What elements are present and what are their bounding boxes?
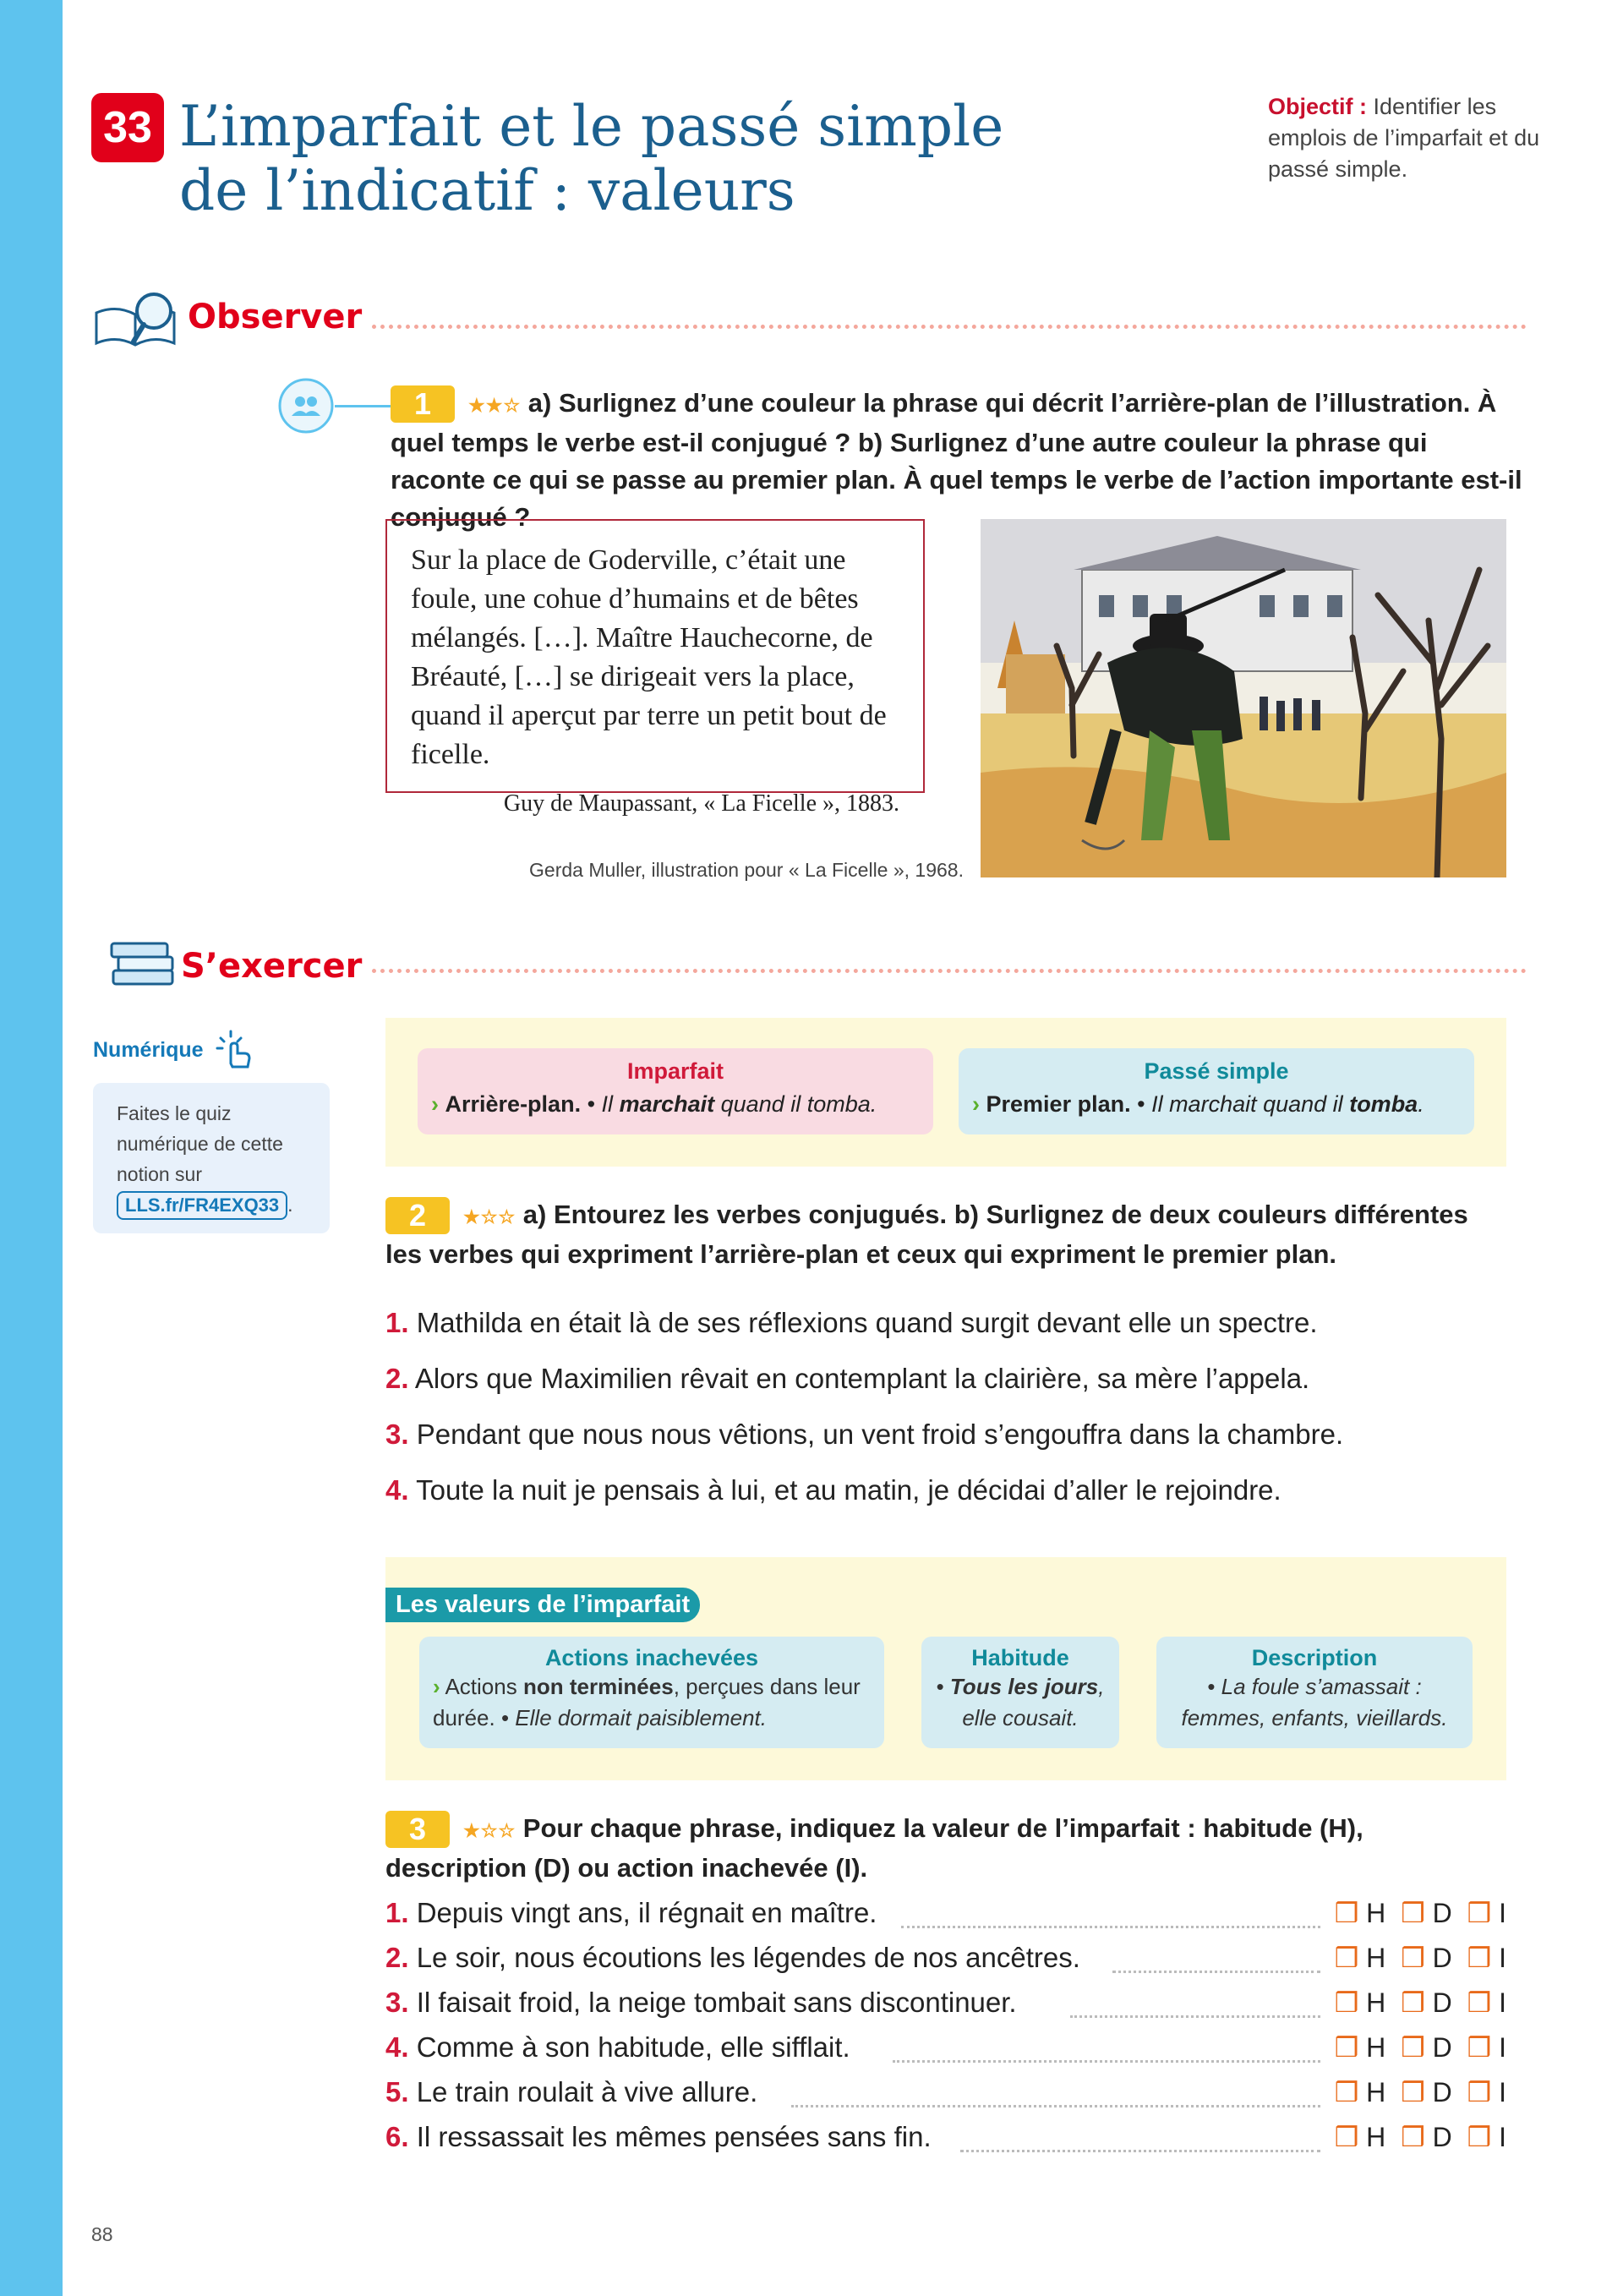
quote-box [385,519,925,817]
difficulty-stars: ★☆☆ [463,1820,516,1841]
imparfait-card-title: Imparfait [626,1058,724,1084]
valeur-body: • Tous les jours, elle cousait. [936,1674,1105,1730]
quote-source: Guy de Maupassant, « La Ficelle », 1883. [503,790,899,817]
table-row: 1. Depuis vingt ans, il régnait en maître. ❒ H ❒ D ❒ I [385,1897,1506,1928]
passe-simple-card [959,1048,1474,1134]
chevron-right-icon: › [431,1091,439,1117]
hdi-options[interactable]: ❒ H ❒ D ❒ I [1334,2122,1506,2152]
table-row: 4. Comme à son habitude, elle sifflait. ❒ H ❒ D ❒ I [385,2031,1506,2063]
valeur-title: Habitude [971,1645,1069,1670]
magnifier-book-icon [91,287,179,355]
exercise-1-text: a) Surlignez d’une couleur la phrase qui décrit l’arrière-plan de l’illustration. À quel temps le verbe est-il conjugué ? b) Surlignez d’une autre couleur la phrase qui raconte ce qui se passe au premier plan. À quel temps le verbe de l’action importante est-il conjugué ? [391,388,1522,532]
valeur-title: Actions inachevées [544,1645,759,1670]
valeurs-tag: Les valeurs de l’imparfait [385,1588,700,1622]
pointer-hand-icon [212,1026,256,1074]
chapter-title-line1: L’imparfait et le passé simple [179,94,1004,159]
imparfait-example-verb: marchait [619,1091,715,1117]
imparfait-card-body: › Arrière-plan. • Il marchait quand il tomba. [431,1091,877,1117]
numerique-box [93,1083,330,1233]
passe-simple-example-verb: tomba [1349,1091,1418,1117]
chevron-right-icon: › [433,1674,440,1699]
numerique-header [93,1026,338,1074]
imparfait-card [418,1048,933,1134]
chapter-number: 33 [91,93,164,162]
chevron-right-icon: › [972,1091,980,1117]
chapter-title-line2: de l’indicatif : valeurs [179,158,795,223]
hdi-options[interactable]: ❒ H ❒ D ❒ I [1334,1943,1506,1973]
exercise-1-number: 1 [391,385,455,423]
chapter-title [179,95,1025,223]
quote-text: Sur la place de Goderville, c’était une foule, une cohue d’humains et de bêtes mélangés. […]. Maître Hauchecorne, de Bréauté, […] se dirigeait vers la place, quand il aperçut par terre un petit bout de ficelle. [411,544,887,770]
valeur-card-habitude [921,1637,1119,1748]
hdi-options[interactable]: ❒ H ❒ D ❒ I [1334,1898,1506,1928]
illustration [981,519,1506,877]
table-row: 2. Le soir, nous écoutions les légendes de nos ancêtres. ❒ H ❒ D ❒ I [385,1942,1506,1973]
passe-simple-card-title: Passé simple [1144,1058,1289,1084]
passe-simple-label: Premier plan. [986,1091,1131,1117]
hdi-options[interactable]: ❒ H ❒ D ❒ I [1334,2032,1506,2063]
hdi-options[interactable]: ❒ H ❒ D ❒ I [1334,2077,1506,2107]
exercise-3-list [385,1897,1506,2176]
side-band [0,0,63,2296]
numerique-label: Numérique [93,1038,204,1062]
list-item: 2. Alors que Maximilien rêvait en contemplant la clairière, sa mère l’appela. [385,1363,1310,1394]
books-icon [108,937,179,992]
objective-text: Identifier les emplois de l’imparfait et du passé simple. [1268,94,1540,182]
table-row: 3. Il faisait froid, la neige tombait sans discontinuer. ❒ H ❒ D ❒ I [385,1987,1506,2018]
imparfait-label: Arrière-plan. [445,1091,582,1117]
numerique-period: . [287,1194,293,1216]
exercise-2-text: a) Entourez les verbes conjugués. b) Surlignez de deux couleurs différentes les verbes qui expriment l’arrière-plan et ceux qui expriment le premier plan. [385,1200,1468,1269]
valeur-title: Description [1251,1645,1378,1670]
valeur-card-inachevees [419,1637,884,1748]
connector-line [335,405,391,407]
observer-heading: Observer [188,298,363,336]
passe-simple-card-body: › Premier plan. • Il marchait quand il tomba. [972,1091,1424,1117]
hdi-options[interactable]: ❒ H ❒ D ❒ I [1334,1987,1506,2018]
difficulty-stars: ★☆☆ [463,1206,516,1227]
exercise-2-number: 2 [385,1197,450,1234]
valeur-body: • La foule s’amassait : femmes, enfants, vieillards. [1181,1674,1448,1730]
exercise-3-instruction [385,1810,1510,1887]
observer-divider [372,325,1527,329]
page-number: 88 [91,2223,113,2245]
exercise-2-sentences [385,1295,1518,1518]
imparfait-example-post: quand il tomba. [720,1091,877,1117]
exercer-divider [372,969,1527,973]
numerique-block [93,1026,338,1233]
list-item: 3. Pendant que nous nous vêtions, un vent froid s’engouffra dans la chambre. [385,1419,1344,1450]
difficulty-stars: ★★☆ [468,395,522,416]
illustration-caption: Gerda Muller, illustration pour « La Ficelle », 1968. [529,859,964,881]
exercise-2-instruction [385,1196,1510,1273]
passe-simple-example-post: . [1418,1091,1424,1117]
exercise-1-instruction [391,385,1527,536]
numerique-text: Faites le quiz numérique de cette notion sur [117,1102,283,1185]
passe-simple-example-pre: Il marchait quand il [1151,1091,1343,1117]
valeur-card-description [1156,1637,1473,1748]
table-row: 6. Il ressassait les mêmes pensées sans fin. ❒ H ❒ D ❒ I [385,2121,1506,2152]
table-row: 5. Le train roulait à vive allure. ❒ H ❒ D ❒ I [385,2076,1506,2107]
objective-label: Objectif : [1268,94,1368,119]
exercise-3-text: Pour chaque phrase, indiquez la valeur de l’imparfait : habitude (H), description (D) ou action inachevée (I). [385,1813,1363,1883]
list-item: 4. Toute la nuit je pensais à lui, et au matin, je décidai d’aller le rejoindre. [385,1474,1281,1506]
exercise-3-number: 3 [385,1811,450,1848]
numerique-link[interactable]: LLS.fr/FR4EXQ33 [117,1191,287,1220]
objective [1268,91,1572,185]
valeur-body: › Actions non terminées, perçues dans leur durée. • Elle dormait paisiblement. [433,1674,861,1730]
imparfait-example-pre: Il [601,1091,614,1117]
group-work-icon [277,377,335,435]
list-item: 1. Mathilda en était là de ses réflexions quand surgit devant elle un spectre. [385,1307,1318,1338]
exercer-heading: S’exercer [181,947,363,986]
